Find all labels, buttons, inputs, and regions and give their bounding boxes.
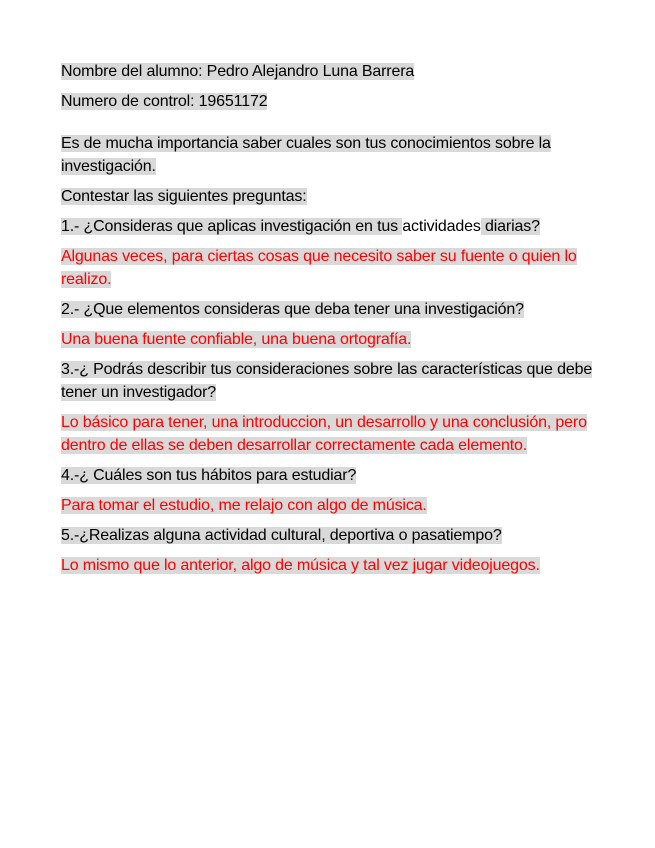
question-3-text: 3.-¿ Podrás describir tus consideraciones sobre las características que debe tener un investigador? xyxy=(61,361,593,401)
intro-text: Es de mucha importancia saber cuales son tus conocimientos sobre la investigación. xyxy=(61,135,551,175)
intro-paragraph xyxy=(61,132,596,178)
question-1-part-b: actividades xyxy=(402,218,481,235)
answer-1 xyxy=(61,245,596,291)
control-number-line xyxy=(61,90,596,113)
question-5-text: 5.-¿Realizas alguna actividad cultural, deportiva o pasatiempo? xyxy=(61,527,502,544)
question-4 xyxy=(61,464,596,487)
question-1-part-c: diarias? xyxy=(480,218,540,235)
answer-2 xyxy=(61,328,596,351)
question-1 xyxy=(61,215,596,238)
question-2 xyxy=(61,298,596,321)
answer-5 xyxy=(61,554,596,577)
answer-2-text: Una buena fuente confiable, una buena ortografía. xyxy=(61,331,412,348)
instruction-paragraph xyxy=(61,185,596,208)
answer-4 xyxy=(61,494,596,517)
answer-3-text: Lo básico para tener, una introduccion, un desarrollo y una conclusión, pero dentro de ellas se deben desarrollar correctamente cada elemento. xyxy=(61,414,587,454)
question-3 xyxy=(61,358,596,404)
student-name-line xyxy=(61,60,596,83)
answer-4-text: Para tomar el estudio, me relajo con algo de música. xyxy=(61,497,427,514)
question-1-part-a: 1.- ¿Consideras que aplicas investigación en tus xyxy=(61,218,403,235)
answer-1-text: Algunas veces, para ciertas cosas que necesito saber su fuente o quien lo realizo. xyxy=(61,248,577,288)
student-name: Nombre del alumno: Pedro Alejandro Luna Barrera xyxy=(61,63,415,80)
instruction-text: Contestar las siguientes preguntas: xyxy=(61,188,307,205)
question-4-text: 4.-¿ Cuáles son tus hábitos para estudiar? xyxy=(61,467,357,484)
question-5 xyxy=(61,524,596,547)
answer-3 xyxy=(61,411,596,457)
question-2-text: 2.- ¿Que elementos consideras que deba tener una investigación? xyxy=(61,301,524,318)
document-body xyxy=(61,60,596,584)
control-number: Numero de control: 19651172 xyxy=(61,93,268,110)
answer-5-text: Lo mismo que lo anterior, algo de música y tal vez jugar videojuegos. xyxy=(61,557,540,574)
